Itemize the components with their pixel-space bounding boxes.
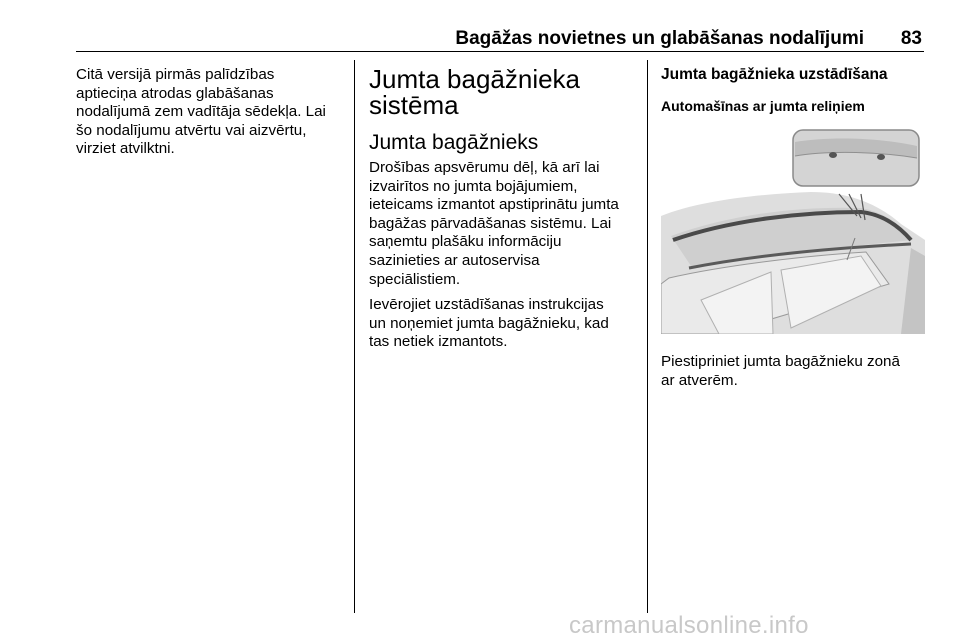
column-3 [661,66,927,390]
instructions-paragraph: Ievērojiet uzstādīšanas instrukcijas un noņemiet jumta bagāžnieku, kad tas netiek izmantots. [369,296,609,351]
column-divider-1 [354,60,355,613]
page-header [76,28,924,50]
roof-rails-subheading: Automašīnas ar jumta reliņiem [661,98,865,114]
subsection-heading: Jumta bagāžnieks [369,131,539,154]
illustration-caption: Piestipriniet jumta bagāžnieku zonā ar atverēm. [661,353,900,389]
first-aid-paragraph: Citā versijā pirmās palīdzības aptieciņa atrodas glabāšanas nodalījumā zem vadītāja sēdekļa. Lai šo nodalījumu atvērtu vai aizvērtu, virziet atvilktni. [76,66,326,158]
roof-rack-illustration [661,128,925,334]
running-header-title: Bagāžas novietnes un glabāšanas nodalījumi [455,28,864,49]
column-divider-2 [647,60,648,613]
header-rule [76,51,924,52]
installation-heading: Jumta bagāžnieka uzstādīšana [661,66,888,83]
watermark: carmanualsonline.info [569,612,809,639]
safety-paragraph: Drošības apsvērumu dēļ, kā arī lai izvairītos no jumta bojājumiem, ieteicams izmantot apstiprinātu jumta bagāžas pārvadāšanas sistēmu. Lai saņemtu plašāku informāciju sazinieties ar autoservisa speciālistiem. [369,159,619,288]
column-1 [76,66,346,159]
page-number: 83 [900,28,922,49]
section-heading: Jumta bagāžnieka sistēma [369,64,581,120]
column-2 [369,66,639,352]
